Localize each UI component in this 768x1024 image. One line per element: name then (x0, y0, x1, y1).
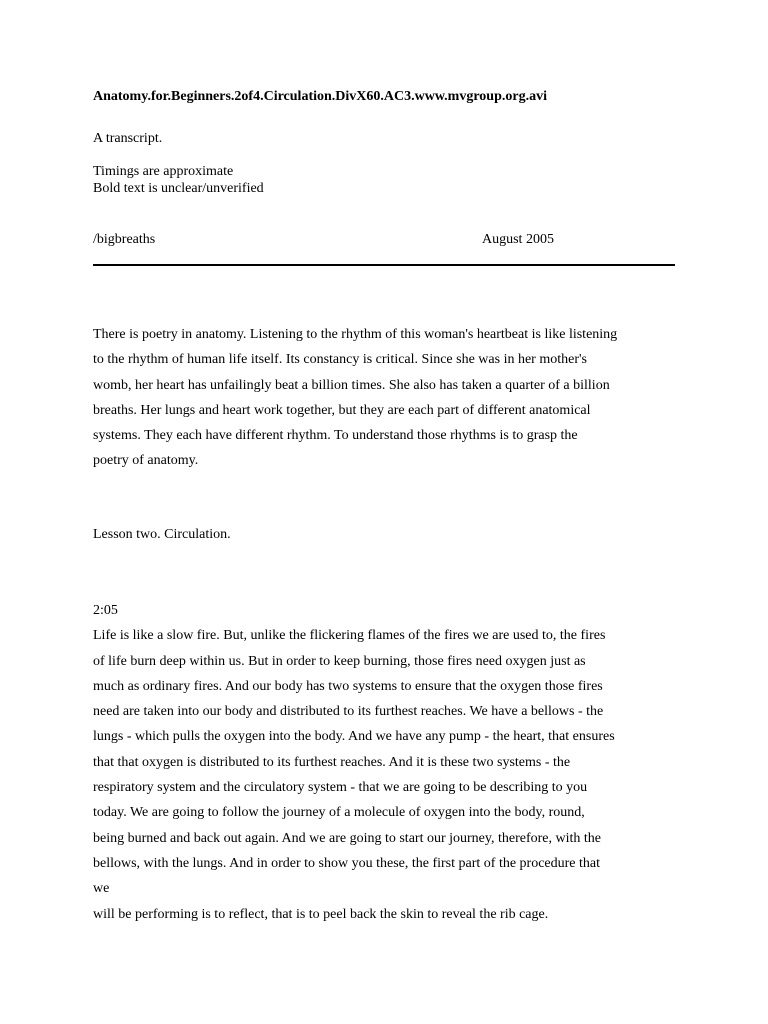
transcript-notes (93, 163, 264, 197)
author: /bigbreaths (93, 232, 156, 247)
note-bold-text: Bold text is unclear/unverified (93, 181, 264, 196)
paragraph-line: much as ordinary fires. And our body has two systems to ensure that the oxygen those fires (93, 678, 603, 694)
lesson-heading (93, 522, 683, 547)
paragraph-line: breaths. Her lungs and heart work together, but they are each part of different anatomical (93, 402, 591, 418)
date: August 2005 (482, 232, 554, 247)
paragraph-line: of life burn deep within us. But in order to keep burning, those fires need oxygen just as (93, 653, 586, 669)
document-title: Anatomy.for.Beginners.2of4.Circulation.DivX60.AC3.www.mvgroup.org.avi (93, 89, 547, 104)
intro-paragraph (93, 322, 683, 474)
paragraph-line: being burned and back out again. And we are going to start our journey, therefore, with the (93, 830, 601, 846)
document-page (93, 0, 678, 1024)
paragraph-line: There is poetry in anatomy. Listening to the rhythm of this woman's heartbeat is like listening (93, 327, 618, 342)
paragraph-line: poetry of anatomy. (93, 453, 199, 469)
note-timings: Timings are approximate (93, 164, 234, 179)
lesson-heading-text: Lesson two. Circulation. (93, 527, 231, 542)
header-divider (93, 264, 675, 266)
paragraph-line: today. We are going to follow the journey of a molecule of oxygen into the body, round, (93, 805, 585, 821)
paragraph-line: we (93, 881, 110, 897)
document-subtitle: A transcript. (93, 131, 163, 146)
transcript-section (93, 598, 683, 927)
timestamp: 2:05 (93, 603, 118, 618)
paragraph-line: lungs - which pulls the oxygen into the body. And we have any pump - the heart, that ensures (93, 729, 615, 745)
paragraph-line: that that oxygen is distributed to its furthest reaches. And it is these two systems - the (93, 754, 571, 770)
paragraph-line: to the rhythm of human life itself. Its constancy is critical. Since she was in her mother's (93, 352, 587, 368)
paragraph-line: bellows, with the lungs. And in order to show you these, the first part of the procedure that (93, 855, 601, 871)
paragraph-line: respiratory system and the circulatory system - that we are going to be describing to you (93, 780, 588, 796)
paragraph-line: will be performing is to reflect, that is to peel back the skin to reveal the rib cage. (93, 906, 549, 922)
paragraph-line: Life is like a slow fire. But, unlike the flickering flames of the fires we are used to, the fires (93, 628, 606, 644)
paragraph-line: womb, her heart has unfailingly beat a billion times. She also has taken a quarter of a billion (93, 377, 610, 393)
paragraph-line: systems. They each have different rhythm. To understand those rhythms is to grasp the (93, 428, 578, 444)
paragraph-line: need are taken into our body and distributed to its furthest reaches. We have a bellows - the (93, 704, 604, 720)
